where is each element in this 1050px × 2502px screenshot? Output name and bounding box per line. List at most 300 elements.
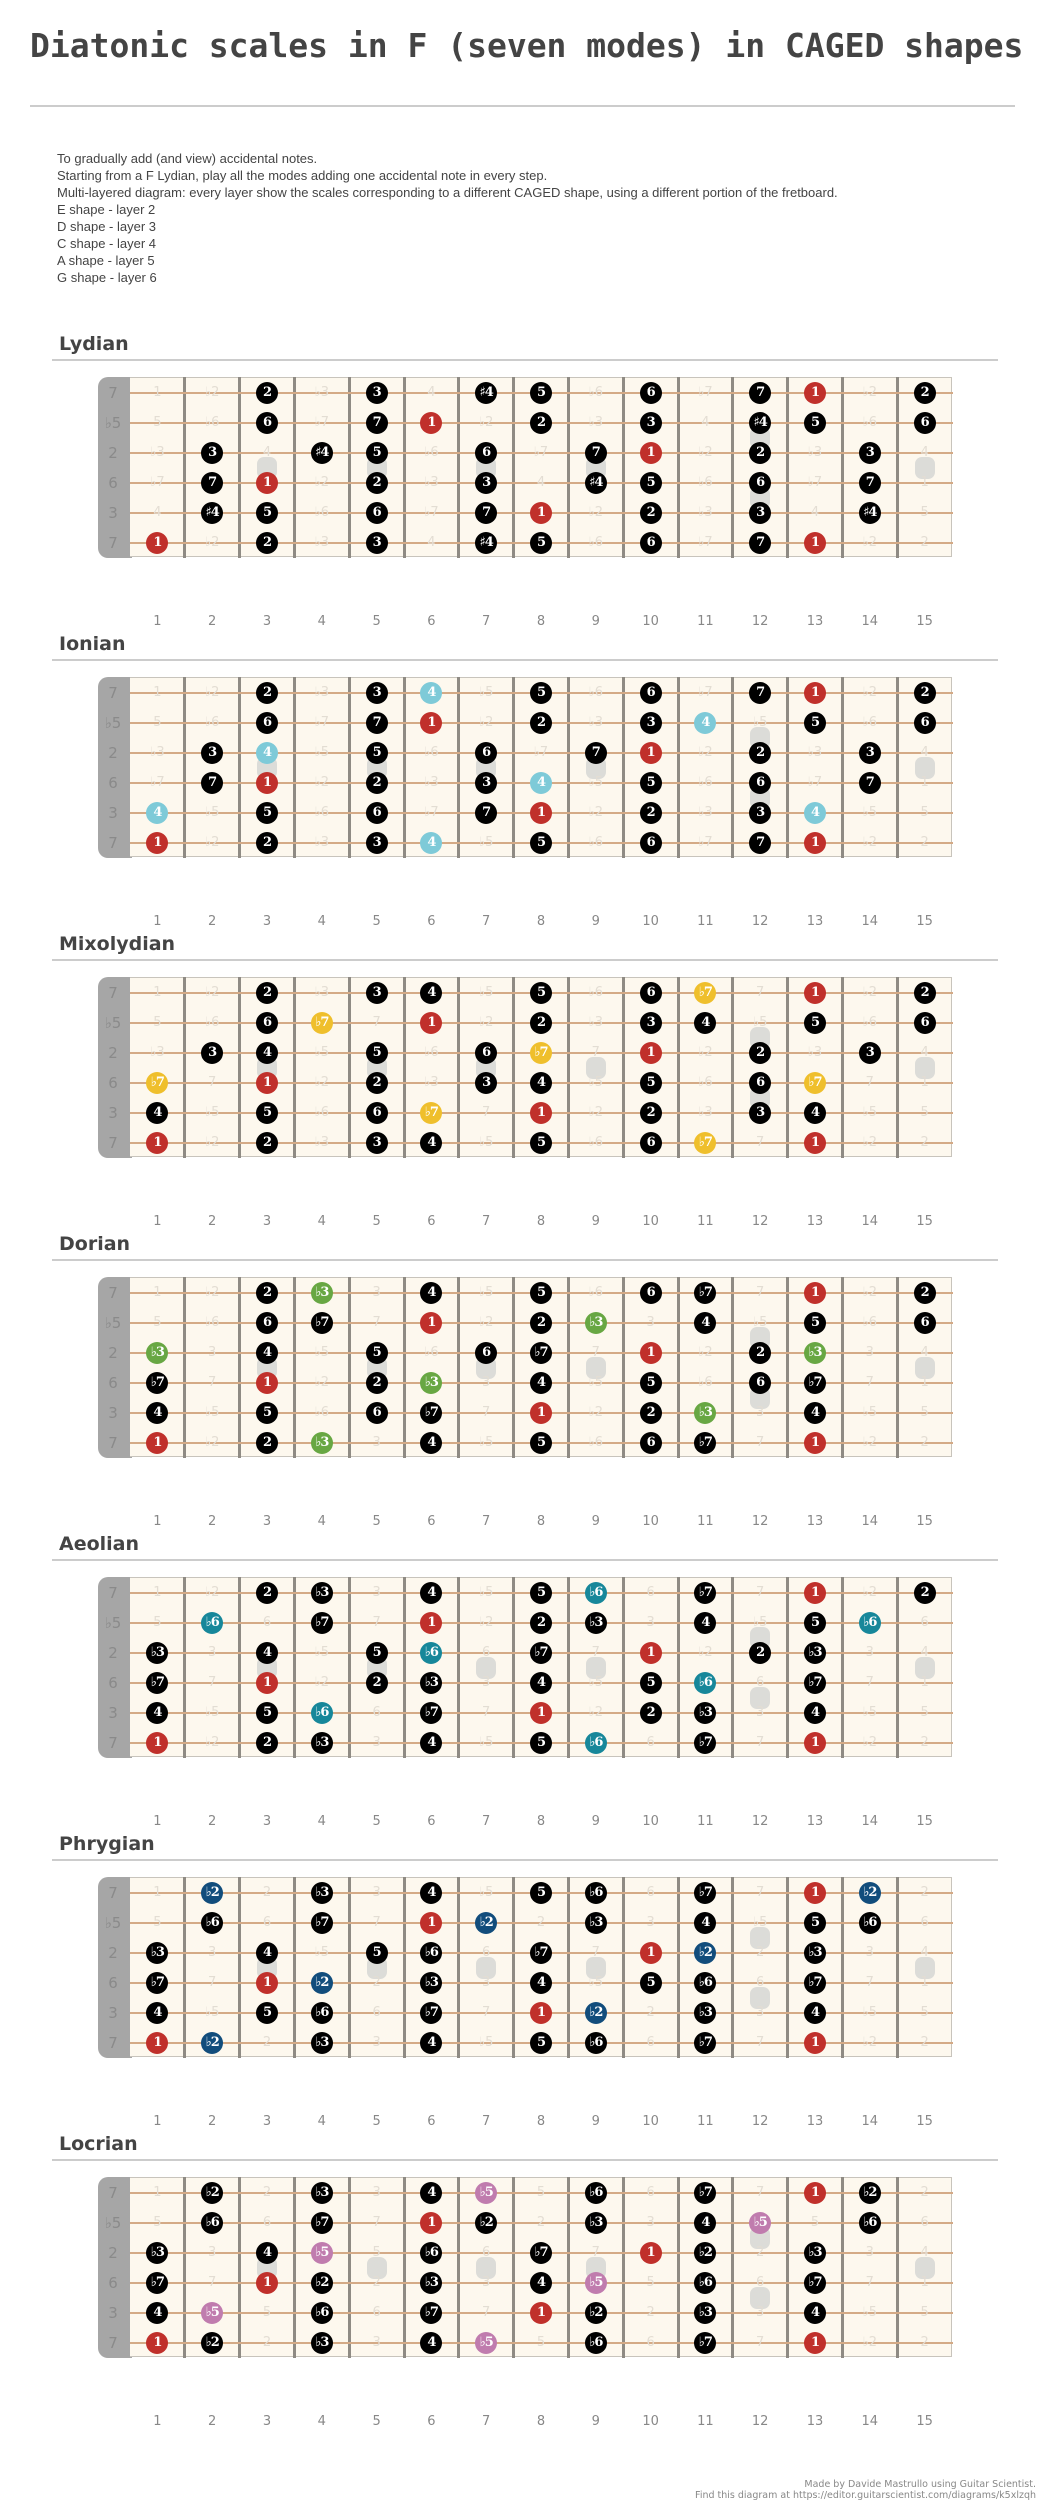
scale-note-dot[interactable]: 2 <box>640 502 662 524</box>
scale-note-dot[interactable]: 2 <box>256 1582 278 1604</box>
scale-note-dot[interactable]: 5 <box>804 1312 826 1334</box>
scale-note-dot[interactable]: 4 <box>420 1432 442 1454</box>
scale-note-dot[interactable]: 1 <box>256 772 278 794</box>
scale-note-dot[interactable]: 4 <box>530 1072 552 1094</box>
scale-note-dot[interactable]: ♯4 <box>201 502 223 524</box>
scale-note-dot[interactable]: 1 <box>804 832 826 854</box>
scale-note-dot[interactable]: 4 <box>420 1282 442 1304</box>
scale-note-dot[interactable]: ♭3 <box>146 2242 168 2264</box>
scale-note-dot[interactable]: 4 <box>256 1942 278 1964</box>
scale-note-dot[interactable]: 7 <box>859 772 881 794</box>
scale-note-dot[interactable]: ♯4 <box>475 382 497 404</box>
scale-note-dot[interactable]: ♭3 <box>694 1402 716 1424</box>
scale-note-dot[interactable]: ♭3 <box>146 1342 168 1364</box>
scale-note-dot[interactable]: 1 <box>146 532 168 554</box>
scale-note-dot[interactable]: ♭5 <box>311 2242 333 2264</box>
scale-note-dot[interactable]: 4 <box>420 2332 442 2354</box>
scale-note-dot[interactable]: 6 <box>366 502 388 524</box>
scale-note-dot[interactable]: 5 <box>804 1612 826 1634</box>
scale-note-dot[interactable]: 6 <box>640 1132 662 1154</box>
scale-note-dot[interactable]: 4 <box>530 1972 552 1994</box>
scale-note-dot[interactable]: 5 <box>366 1042 388 1064</box>
scale-note-dot[interactable]: ♭7 <box>804 1372 826 1394</box>
scale-note-dot[interactable]: 6 <box>749 472 771 494</box>
scale-note-dot[interactable]: 6 <box>640 1432 662 1454</box>
scale-note-dot[interactable]: 6 <box>640 532 662 554</box>
scale-note-dot[interactable]: 7 <box>585 442 607 464</box>
scale-note-dot[interactable]: ♭7 <box>420 1102 442 1124</box>
scale-note-dot[interactable]: 6 <box>749 1072 771 1094</box>
scale-note-dot[interactable]: 2 <box>749 1342 771 1364</box>
scale-note-dot[interactable]: 1 <box>804 1132 826 1154</box>
scale-note-dot[interactable]: 2 <box>749 1642 771 1664</box>
scale-note-dot[interactable]: 1 <box>530 502 552 524</box>
scale-note-dot[interactable]: ♭7 <box>804 1972 826 1994</box>
scale-note-dot[interactable]: 7 <box>366 412 388 434</box>
scale-note-dot[interactable]: 3 <box>640 1012 662 1034</box>
scale-note-dot[interactable]: 2 <box>256 1732 278 1754</box>
scale-note-dot[interactable]: ♭2 <box>201 2182 223 2204</box>
scale-note-dot[interactable]: 3 <box>201 442 223 464</box>
scale-note-dot[interactable]: 6 <box>475 442 497 464</box>
scale-note-dot[interactable]: 4 <box>694 1912 716 1934</box>
scale-note-dot[interactable]: 3 <box>749 802 771 824</box>
scale-note-dot[interactable]: ♭6 <box>420 1642 442 1664</box>
scale-note-dot[interactable]: 2 <box>256 382 278 404</box>
scale-note-dot[interactable]: 4 <box>804 2302 826 2324</box>
scale-note-dot[interactable]: ♭5 <box>201 2302 223 2324</box>
scale-note-dot[interactable]: 4 <box>530 1372 552 1394</box>
scale-note-dot[interactable]: ♭6 <box>585 1582 607 1604</box>
scale-note-dot[interactable]: 6 <box>256 1312 278 1334</box>
scale-note-dot[interactable]: ♭6 <box>311 2002 333 2024</box>
scale-note-dot[interactable]: 6 <box>640 832 662 854</box>
scale-note-dot[interactable]: ♭7 <box>694 2332 716 2354</box>
scale-note-dot[interactable]: ♭6 <box>420 2242 442 2264</box>
scale-note-dot[interactable]: 1 <box>804 2032 826 2054</box>
scale-note-dot[interactable]: ♭7 <box>694 1882 716 1904</box>
scale-note-dot[interactable]: 5 <box>530 1732 552 1754</box>
scale-note-dot[interactable]: 4 <box>420 982 442 1004</box>
scale-note-dot[interactable]: 2 <box>530 1612 552 1634</box>
scale-note-dot[interactable]: 1 <box>804 532 826 554</box>
scale-note-dot[interactable]: ♭3 <box>585 2212 607 2234</box>
scale-note-dot[interactable]: ♭7 <box>530 1042 552 1064</box>
scale-note-dot[interactable]: ♭7 <box>694 1582 716 1604</box>
scale-note-dot[interactable]: 1 <box>256 2272 278 2294</box>
scale-note-dot[interactable]: 2 <box>256 832 278 854</box>
scale-note-dot[interactable]: ♭7 <box>694 1132 716 1154</box>
scale-note-dot[interactable]: 5 <box>256 502 278 524</box>
scale-note-dot[interactable]: 7 <box>201 472 223 494</box>
scale-note-dot[interactable]: 5 <box>640 472 662 494</box>
scale-note-dot[interactable]: 1 <box>420 1912 442 1934</box>
scale-note-dot[interactable]: ♭7 <box>420 2002 442 2024</box>
scale-note-dot[interactable]: 2 <box>366 1672 388 1694</box>
scale-note-dot[interactable]: 5 <box>804 1012 826 1034</box>
scale-note-dot[interactable]: 2 <box>366 772 388 794</box>
scale-note-dot[interactable]: 4 <box>420 2032 442 2054</box>
scale-note-dot[interactable]: ♭2 <box>694 2242 716 2264</box>
scale-note-dot[interactable]: ♭3 <box>804 1942 826 1964</box>
scale-note-dot[interactable]: 3 <box>366 1132 388 1154</box>
scale-note-dot[interactable]: ♭7 <box>146 1072 168 1094</box>
scale-note-dot[interactable]: 5 <box>256 1702 278 1724</box>
scale-note-dot[interactable]: ♭3 <box>694 1702 716 1724</box>
scale-note-dot[interactable]: ♭3 <box>804 2242 826 2264</box>
scale-note-dot[interactable]: ♭2 <box>859 1882 881 1904</box>
scale-note-dot[interactable]: 5 <box>366 1642 388 1664</box>
scale-note-dot[interactable]: ♭2 <box>585 2302 607 2324</box>
scale-note-dot[interactable]: 1 <box>640 2242 662 2264</box>
scale-note-dot[interactable]: 2 <box>366 472 388 494</box>
scale-note-dot[interactable]: ♭7 <box>146 1972 168 1994</box>
scale-note-dot[interactable]: 7 <box>749 682 771 704</box>
scale-note-dot[interactable]: 5 <box>530 1582 552 1604</box>
scale-note-dot[interactable]: 3 <box>749 1102 771 1124</box>
scale-note-dot[interactable]: 4 <box>694 2212 716 2234</box>
scale-note-dot[interactable]: 5 <box>366 442 388 464</box>
scale-note-dot[interactable]: 4 <box>694 1612 716 1634</box>
scale-note-dot[interactable]: 3 <box>640 412 662 434</box>
scale-note-dot[interactable]: 1 <box>640 1942 662 1964</box>
scale-note-dot[interactable]: ♭3 <box>311 2332 333 2354</box>
scale-note-dot[interactable]: 1 <box>256 1972 278 1994</box>
scale-note-dot[interactable]: 5 <box>530 832 552 854</box>
scale-note-dot[interactable]: ♭6 <box>859 1612 881 1634</box>
scale-note-dot[interactable]: 6 <box>640 382 662 404</box>
scale-note-dot[interactable]: 1 <box>804 1582 826 1604</box>
scale-note-dot[interactable]: 1 <box>530 1102 552 1124</box>
scale-note-dot[interactable]: 3 <box>475 1072 497 1094</box>
scale-note-dot[interactable]: 2 <box>914 982 936 1004</box>
scale-note-dot[interactable]: 2 <box>749 742 771 764</box>
scale-note-dot[interactable]: ♭7 <box>311 1912 333 1934</box>
scale-note-dot[interactable]: ♭6 <box>585 2032 607 2054</box>
scale-note-dot[interactable]: ♯4 <box>475 532 497 554</box>
scale-note-dot[interactable]: 4 <box>530 2272 552 2294</box>
scale-note-dot[interactable]: 6 <box>256 412 278 434</box>
scale-note-dot[interactable]: ♭3 <box>804 1342 826 1364</box>
scale-note-dot[interactable]: ♭7 <box>311 1612 333 1634</box>
scale-note-dot[interactable]: 4 <box>804 802 826 824</box>
scale-note-dot[interactable]: 7 <box>749 532 771 554</box>
scale-note-dot[interactable]: ♭6 <box>859 1912 881 1934</box>
scale-note-dot[interactable]: ♭7 <box>694 1732 716 1754</box>
scale-note-dot[interactable]: ♭7 <box>530 1342 552 1364</box>
scale-note-dot[interactable]: 3 <box>859 442 881 464</box>
scale-note-dot[interactable]: ♭3 <box>585 1312 607 1334</box>
scale-note-dot[interactable]: 3 <box>749 502 771 524</box>
scale-note-dot[interactable]: 2 <box>256 1282 278 1304</box>
scale-note-dot[interactable]: 4 <box>530 1672 552 1694</box>
scale-note-dot[interactable]: ♭2 <box>475 2212 497 2234</box>
scale-note-dot[interactable]: ♭7 <box>694 1432 716 1454</box>
scale-note-dot[interactable]: 3 <box>366 682 388 704</box>
scale-note-dot[interactable]: 4 <box>146 2002 168 2024</box>
scale-note-dot[interactable]: ♭7 <box>530 1642 552 1664</box>
scale-note-dot[interactable]: 2 <box>256 682 278 704</box>
scale-note-dot[interactable]: 7 <box>201 772 223 794</box>
scale-note-dot[interactable]: 5 <box>256 2002 278 2024</box>
scale-note-dot[interactable]: 6 <box>640 982 662 1004</box>
scale-note-dot[interactable]: 5 <box>640 1672 662 1694</box>
scale-note-dot[interactable]: 5 <box>366 1342 388 1364</box>
scale-note-dot[interactable]: ♭6 <box>201 1612 223 1634</box>
scale-note-dot[interactable]: 7 <box>585 742 607 764</box>
scale-note-dot[interactable]: 1 <box>420 2212 442 2234</box>
scale-note-dot[interactable]: 1 <box>146 2332 168 2354</box>
scale-note-dot[interactable]: 5 <box>804 1912 826 1934</box>
scale-note-dot[interactable]: ♭2 <box>694 1942 716 1964</box>
scale-note-dot[interactable]: ♭3 <box>804 1642 826 1664</box>
scale-note-dot[interactable]: 4 <box>256 1342 278 1364</box>
scale-note-dot[interactable]: 2 <box>366 1072 388 1094</box>
scale-note-dot[interactable]: 6 <box>475 742 497 764</box>
scale-note-dot[interactable]: ♭7 <box>146 1372 168 1394</box>
scale-note-dot[interactable]: 3 <box>201 742 223 764</box>
scale-note-dot[interactable]: ♯4 <box>585 472 607 494</box>
scale-note-dot[interactable]: 2 <box>640 1402 662 1424</box>
scale-note-dot[interactable]: 2 <box>914 382 936 404</box>
scale-note-dot[interactable]: 5 <box>366 1942 388 1964</box>
scale-note-dot[interactable]: 3 <box>640 712 662 734</box>
scale-note-dot[interactable]: 4 <box>804 1402 826 1424</box>
scale-note-dot[interactable]: ♭3 <box>311 2032 333 2054</box>
scale-note-dot[interactable]: 4 <box>530 772 552 794</box>
scale-note-dot[interactable]: 2 <box>256 532 278 554</box>
scale-note-dot[interactable]: 1 <box>146 832 168 854</box>
scale-note-dot[interactable]: ♭6 <box>585 1882 607 1904</box>
scale-note-dot[interactable]: ♭7 <box>530 2242 552 2264</box>
scale-note-dot[interactable]: ♭6 <box>585 2332 607 2354</box>
scale-note-dot[interactable]: 4 <box>146 2302 168 2324</box>
scale-note-dot[interactable]: 1 <box>530 2002 552 2024</box>
scale-note-dot[interactable]: 6 <box>914 412 936 434</box>
scale-note-dot[interactable]: 1 <box>530 1402 552 1424</box>
scale-note-dot[interactable]: 3 <box>366 382 388 404</box>
scale-note-dot[interactable]: ♭6 <box>201 1912 223 1934</box>
scale-note-dot[interactable]: 5 <box>256 1102 278 1124</box>
scale-note-dot[interactable]: ♭2 <box>201 2332 223 2354</box>
scale-note-dot[interactable]: 2 <box>530 412 552 434</box>
scale-note-dot[interactable]: 4 <box>146 1402 168 1424</box>
scale-note-dot[interactable]: 1 <box>640 1642 662 1664</box>
scale-note-dot[interactable]: 5 <box>530 1882 552 1904</box>
scale-note-dot[interactable]: 4 <box>804 1102 826 1124</box>
scale-note-dot[interactable]: ♭2 <box>475 1912 497 1934</box>
scale-note-dot[interactable]: 4 <box>804 1702 826 1724</box>
scale-note-dot[interactable]: 1 <box>420 1012 442 1034</box>
scale-note-dot[interactable]: 1 <box>530 802 552 824</box>
scale-note-dot[interactable]: ♭6 <box>311 1702 333 1724</box>
scale-note-dot[interactable]: 4 <box>146 1102 168 1124</box>
scale-note-dot[interactable]: ♭3 <box>420 1372 442 1394</box>
scale-note-dot[interactable]: 2 <box>530 1312 552 1334</box>
scale-note-dot[interactable]: 5 <box>530 1132 552 1154</box>
scale-note-dot[interactable]: ♭3 <box>420 1672 442 1694</box>
scale-note-dot[interactable]: 1 <box>420 1612 442 1634</box>
scale-note-dot[interactable]: 3 <box>366 532 388 554</box>
scale-note-dot[interactable]: 5 <box>640 772 662 794</box>
scale-note-dot[interactable]: 2 <box>366 1372 388 1394</box>
scale-note-dot[interactable]: ♭3 <box>585 1612 607 1634</box>
scale-note-dot[interactable]: 7 <box>859 472 881 494</box>
scale-note-dot[interactable]: ♭7 <box>530 1942 552 1964</box>
scale-note-dot[interactable]: 7 <box>366 712 388 734</box>
scale-note-dot[interactable]: 2 <box>749 442 771 464</box>
scale-note-dot[interactable]: 1 <box>804 982 826 1004</box>
scale-note-dot[interactable]: 2 <box>256 1132 278 1154</box>
scale-note-dot[interactable]: 6 <box>475 1342 497 1364</box>
scale-note-dot[interactable]: ♭6 <box>585 1732 607 1754</box>
scale-note-dot[interactable]: ♭7 <box>420 1402 442 1424</box>
scale-note-dot[interactable]: 1 <box>256 1672 278 1694</box>
scale-note-dot[interactable]: 6 <box>366 1402 388 1424</box>
scale-note-dot[interactable]: 3 <box>366 982 388 1004</box>
scale-note-dot[interactable]: 1 <box>804 682 826 704</box>
scale-note-dot[interactable]: 4 <box>146 1702 168 1724</box>
scale-note-dot[interactable]: 4 <box>256 2242 278 2264</box>
scale-note-dot[interactable]: 5 <box>530 532 552 554</box>
scale-note-dot[interactable]: ♭3 <box>311 1582 333 1604</box>
scale-note-dot[interactable]: 1 <box>146 2032 168 2054</box>
scale-note-dot[interactable]: ♭3 <box>420 1972 442 1994</box>
scale-note-dot[interactable]: 5 <box>530 982 552 1004</box>
scale-note-dot[interactable]: 2 <box>914 1282 936 1304</box>
scale-note-dot[interactable]: 1 <box>640 442 662 464</box>
scale-note-dot[interactable]: 5 <box>640 1972 662 1994</box>
scale-note-dot[interactable]: 1 <box>420 412 442 434</box>
scale-note-dot[interactable]: 1 <box>146 1432 168 1454</box>
scale-note-dot[interactable]: ♭5 <box>585 2272 607 2294</box>
scale-note-dot[interactable]: 5 <box>530 1282 552 1304</box>
scale-note-dot[interactable]: ♭3 <box>146 1942 168 1964</box>
scale-note-dot[interactable]: ♭3 <box>311 1282 333 1304</box>
scale-note-dot[interactable]: 2 <box>640 802 662 824</box>
scale-note-dot[interactable]: 6 <box>366 802 388 824</box>
scale-note-dot[interactable]: 4 <box>420 682 442 704</box>
scale-note-dot[interactable]: ♭3 <box>311 1882 333 1904</box>
scale-note-dot[interactable]: 6 <box>749 772 771 794</box>
scale-note-dot[interactable]: ♭2 <box>859 2182 881 2204</box>
scale-note-dot[interactable]: 6 <box>256 712 278 734</box>
scale-note-dot[interactable]: ♭5 <box>475 2332 497 2354</box>
scale-note-dot[interactable]: ♭7 <box>311 2212 333 2234</box>
scale-note-dot[interactable]: ♭7 <box>804 2272 826 2294</box>
scale-note-dot[interactable]: 5 <box>530 382 552 404</box>
scale-note-dot[interactable]: 2 <box>914 1582 936 1604</box>
scale-note-dot[interactable]: 4 <box>256 1042 278 1064</box>
scale-note-dot[interactable]: 4 <box>804 2002 826 2024</box>
scale-note-dot[interactable]: ♯4 <box>859 502 881 524</box>
scale-note-dot[interactable]: 5 <box>256 802 278 824</box>
scale-note-dot[interactable]: 7 <box>749 832 771 854</box>
scale-note-dot[interactable]: ♭6 <box>585 2182 607 2204</box>
scale-note-dot[interactable]: 3 <box>475 472 497 494</box>
scale-note-dot[interactable]: ♭7 <box>694 2032 716 2054</box>
scale-note-dot[interactable]: 1 <box>804 1732 826 1754</box>
scale-note-dot[interactable]: 4 <box>420 1732 442 1754</box>
scale-note-dot[interactable]: 6 <box>256 1012 278 1034</box>
scale-note-dot[interactable]: ♭3 <box>420 2272 442 2294</box>
scale-note-dot[interactable]: ♭2 <box>311 1972 333 1994</box>
scale-note-dot[interactable]: ♯4 <box>749 412 771 434</box>
scale-note-dot[interactable]: 1 <box>804 2182 826 2204</box>
scale-note-dot[interactable]: 5 <box>804 712 826 734</box>
scale-note-dot[interactable]: 3 <box>475 772 497 794</box>
scale-note-dot[interactable]: ♭5 <box>475 2182 497 2204</box>
scale-note-dot[interactable]: 7 <box>475 802 497 824</box>
scale-note-dot[interactable]: 5 <box>256 1402 278 1424</box>
scale-note-dot[interactable]: ♭7 <box>420 2302 442 2324</box>
scale-note-dot[interactable]: 5 <box>366 742 388 764</box>
scale-note-dot[interactable]: 4 <box>420 1132 442 1154</box>
scale-note-dot[interactable]: 1 <box>804 2332 826 2354</box>
scale-note-dot[interactable]: ♭3 <box>694 2002 716 2024</box>
scale-note-dot[interactable]: 1 <box>804 1882 826 1904</box>
scale-note-dot[interactable]: ♭3 <box>694 2302 716 2324</box>
scale-note-dot[interactable]: 1 <box>530 1702 552 1724</box>
scale-note-dot[interactable]: 2 <box>640 1702 662 1724</box>
scale-note-dot[interactable]: ♭3 <box>311 2182 333 2204</box>
scale-note-dot[interactable]: 2 <box>256 1432 278 1454</box>
scale-note-dot[interactable]: 4 <box>694 1012 716 1034</box>
scale-note-dot[interactable]: 7 <box>475 502 497 524</box>
scale-note-dot[interactable]: 5 <box>640 1372 662 1394</box>
scale-note-dot[interactable]: ♭7 <box>146 1672 168 1694</box>
scale-note-dot[interactable]: 4 <box>420 1582 442 1604</box>
scale-note-dot[interactable]: 7 <box>749 382 771 404</box>
scale-note-dot[interactable]: ♭6 <box>420 1942 442 1964</box>
scale-note-dot[interactable]: 1 <box>640 1042 662 1064</box>
scale-note-dot[interactable]: 6 <box>640 682 662 704</box>
scale-note-dot[interactable]: 4 <box>256 1642 278 1664</box>
scale-note-dot[interactable]: ♭6 <box>859 2212 881 2234</box>
scale-note-dot[interactable]: ♭3 <box>146 1642 168 1664</box>
scale-note-dot[interactable]: ♭6 <box>694 2272 716 2294</box>
scale-note-dot[interactable]: 5 <box>804 412 826 434</box>
scale-note-dot[interactable]: 6 <box>749 1372 771 1394</box>
scale-note-dot[interactable]: 4 <box>420 2182 442 2204</box>
scale-note-dot[interactable]: 2 <box>256 982 278 1004</box>
scale-note-dot[interactable]: 2 <box>914 682 936 704</box>
scale-note-dot[interactable]: ♭7 <box>146 2272 168 2294</box>
scale-note-dot[interactable]: 5 <box>530 682 552 704</box>
scale-note-dot[interactable]: ♭2 <box>201 2032 223 2054</box>
scale-note-dot[interactable]: 1 <box>804 1282 826 1304</box>
scale-note-dot[interactable]: ♭7 <box>311 1012 333 1034</box>
scale-note-dot[interactable]: ♭7 <box>420 1702 442 1724</box>
scale-note-dot[interactable]: 2 <box>530 712 552 734</box>
scale-note-dot[interactable]: 1 <box>804 382 826 404</box>
scale-note-dot[interactable]: ♭2 <box>201 1882 223 1904</box>
scale-note-dot[interactable]: 6 <box>914 1012 936 1034</box>
scale-note-dot[interactable]: 4 <box>694 712 716 734</box>
scale-note-dot[interactable]: 1 <box>256 472 278 494</box>
scale-note-dot[interactable]: 4 <box>694 1312 716 1334</box>
scale-note-dot[interactable]: 5 <box>530 2032 552 2054</box>
scale-note-dot[interactable]: 1 <box>420 1312 442 1334</box>
scale-note-dot[interactable]: ♭7 <box>694 2182 716 2204</box>
scale-note-dot[interactable]: 6 <box>366 1102 388 1124</box>
scale-note-dot[interactable]: ♭6 <box>201 2212 223 2234</box>
scale-note-dot[interactable]: 2 <box>530 1012 552 1034</box>
scale-note-dot[interactable]: ♭6 <box>694 1672 716 1694</box>
scale-note-dot[interactable]: ♭3 <box>585 1912 607 1934</box>
scale-note-dot[interactable]: ♭3 <box>311 1432 333 1454</box>
scale-note-dot[interactable]: 4 <box>146 802 168 824</box>
